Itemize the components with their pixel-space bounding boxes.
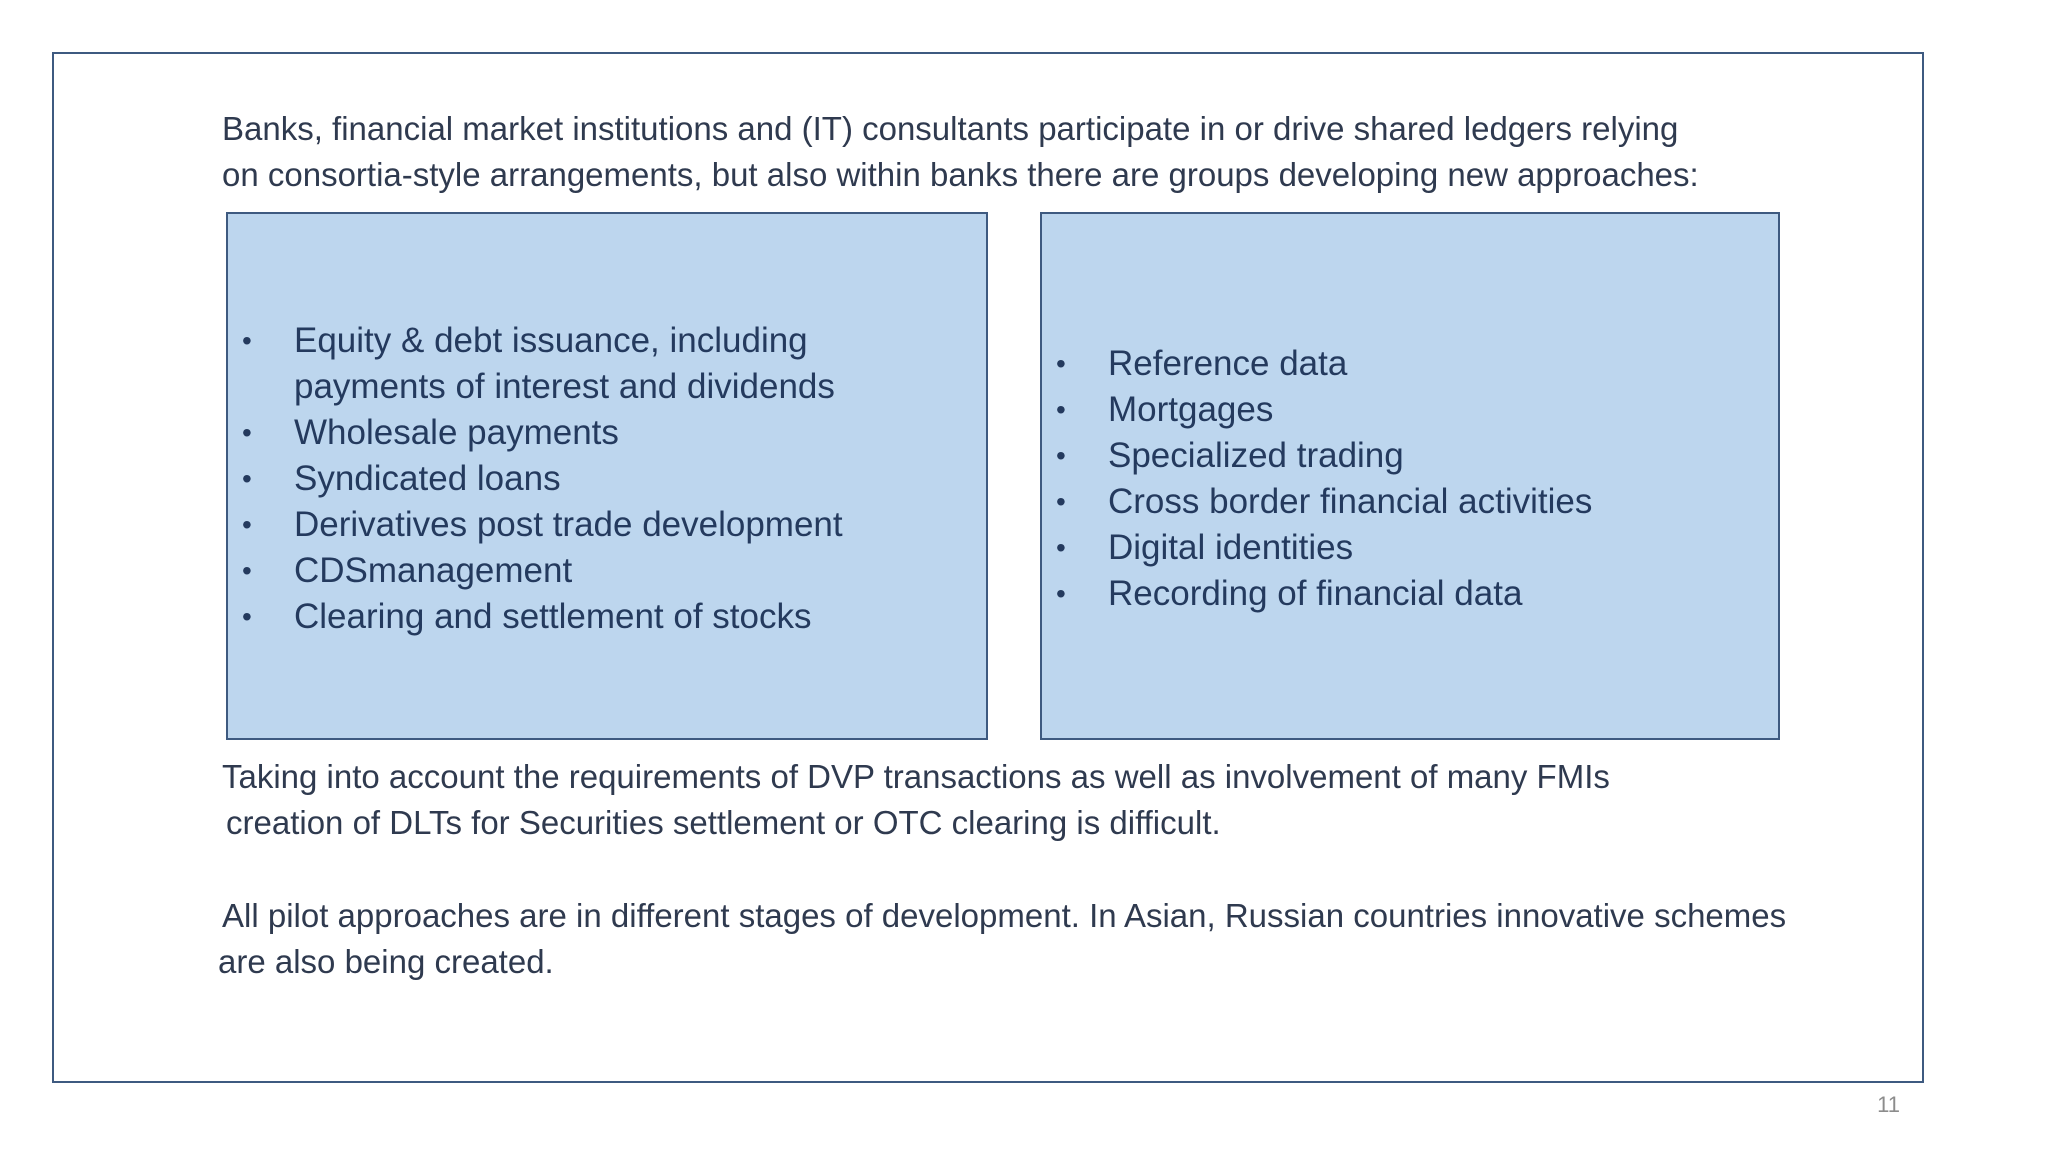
intro-line-2: on consortia-style arrangements, but also within banks there are groups developing new approaches: xyxy=(222,156,1699,193)
list-item: • Mortgages xyxy=(1042,387,1592,433)
middle-line-1: Taking into account the requirements of DVP transactions as well as involvement of many FMIs xyxy=(222,758,1610,795)
closing-line-2: are also being created. xyxy=(218,943,554,980)
left-topics-box xyxy=(226,212,988,740)
bullet-icon: • xyxy=(1056,532,1066,563)
list-item: • Clearing and settlement of stocks xyxy=(228,594,843,640)
bullet-icon: • xyxy=(242,601,252,632)
bullet-icon: • xyxy=(1056,440,1066,471)
bullet-icon: • xyxy=(242,325,252,356)
list-item: • Derivatives post trade development xyxy=(228,502,843,548)
left-bullet-list xyxy=(228,318,843,640)
bullet-icon: • xyxy=(242,509,252,540)
bullet-icon: • xyxy=(242,555,252,586)
bullet-icon: • xyxy=(242,417,252,448)
right-topics-box xyxy=(1040,212,1780,740)
bullet-icon: • xyxy=(1056,394,1066,425)
right-bullet-list xyxy=(1042,341,1592,617)
intro-paragraph xyxy=(222,106,1699,198)
list-item: • Reference data xyxy=(1042,341,1592,387)
list-item: • Specialized trading xyxy=(1042,433,1592,479)
intro-line-1: Banks, financial market institutions and (IT) consultants participate in or drive shared ledgers relying xyxy=(222,110,1679,147)
bullet-icon: • xyxy=(242,463,252,494)
list-item: • Digital identities xyxy=(1042,525,1592,571)
list-item: • Recording of financial data xyxy=(1042,571,1592,617)
bullet-icon: • xyxy=(1056,486,1066,517)
middle-paragraph xyxy=(222,754,1610,846)
list-item: • Cross border financial activities xyxy=(1042,479,1592,525)
closing-line-1: All pilot approaches are in different stages of development. In Asian, Russian countries innovative schemes xyxy=(222,897,1787,934)
closing-paragraph xyxy=(218,893,1786,985)
list-item: • Equity & debt issuance, including payments of interest and dividends xyxy=(228,318,843,410)
list-item: • CDSmanagement xyxy=(228,548,843,594)
middle-line-2: creation of DLTs for Securities settlement or OTC clearing is difficult. xyxy=(226,804,1221,841)
list-item: • Wholesale payments xyxy=(228,410,843,456)
page-number: 11 xyxy=(1877,1092,1900,1117)
bullet-icon: • xyxy=(1056,348,1066,379)
bullet-icon: • xyxy=(1056,578,1066,609)
list-item: • Syndicated loans xyxy=(228,456,843,502)
